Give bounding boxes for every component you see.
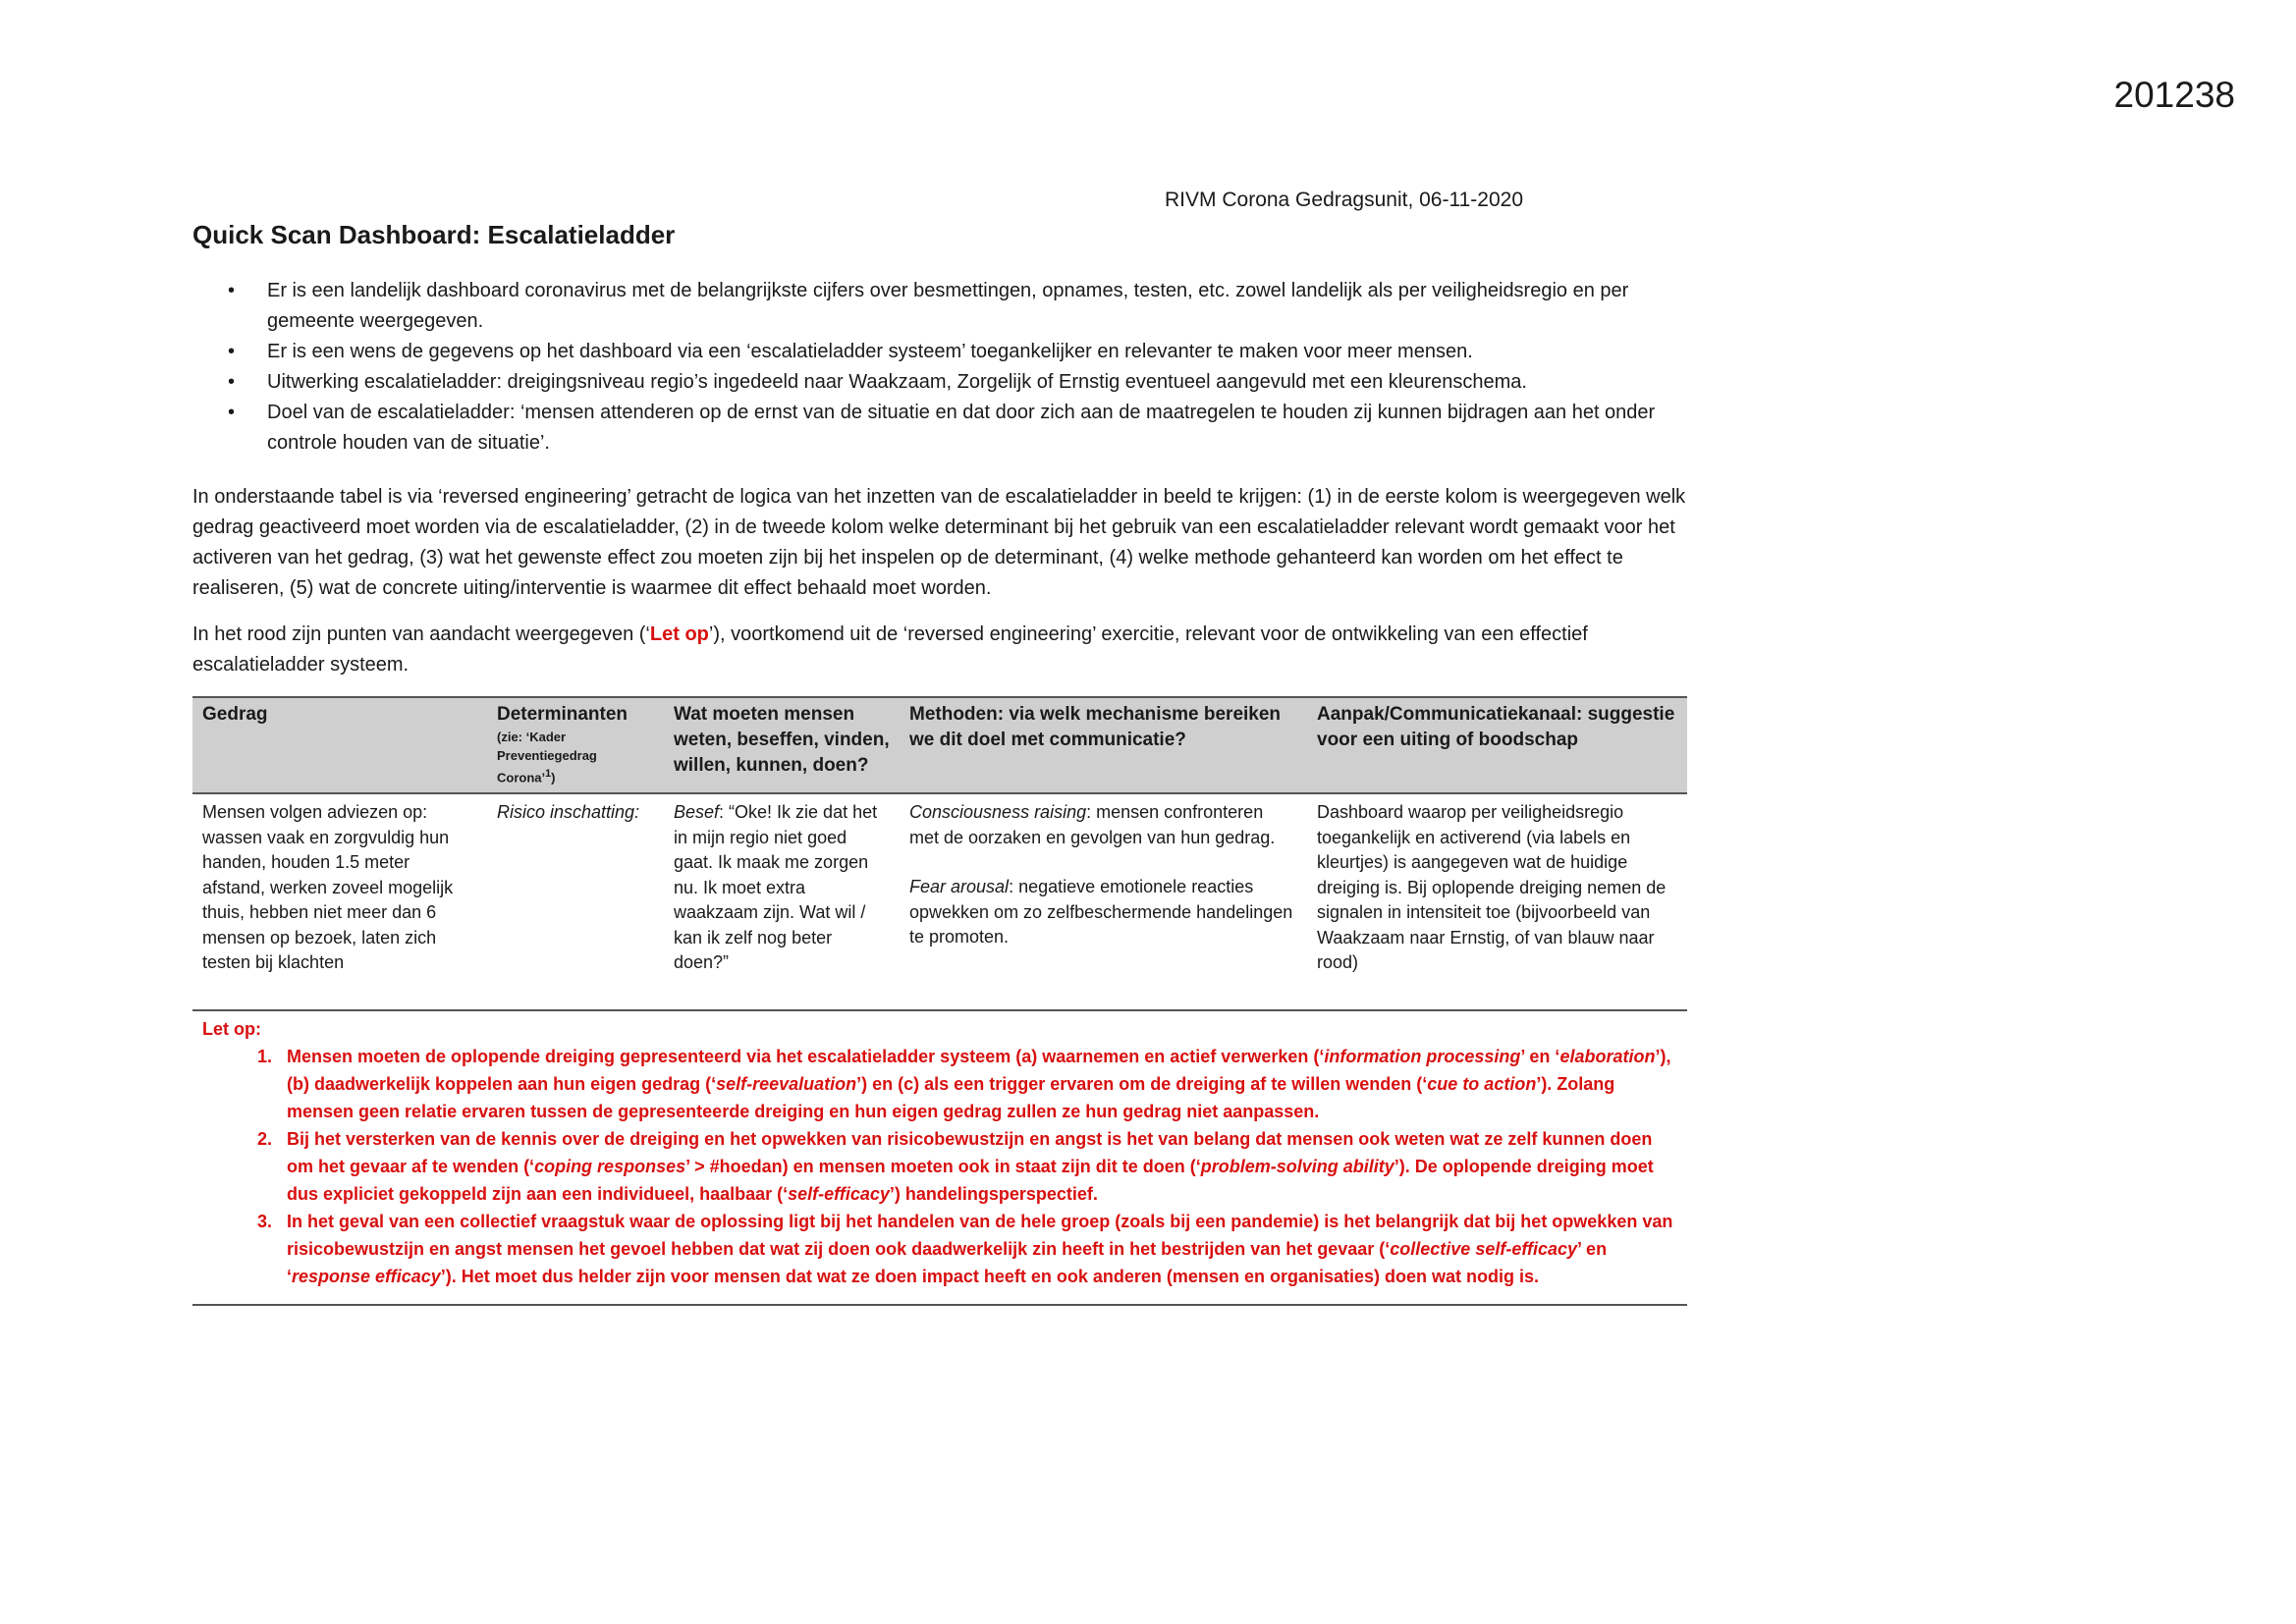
footnote-marker: 1 <box>545 768 552 780</box>
let-op-label: Let op: <box>202 1018 261 1039</box>
method-fear-label: Fear arousal <box>909 877 1010 897</box>
let-op-highlight: Let op <box>649 623 709 645</box>
header-wat-moeten: Wat moeten mensen weten, beseffen, vinden, willen, kunnen, doen? <box>674 704 890 776</box>
document-title: Quick Scan Dashboard: Escalatieladder <box>192 220 676 249</box>
let-op-text: ’ en ‘ <box>287 1238 1608 1286</box>
let-op-item <box>277 1125 1677 1208</box>
let-op-term: coping responses <box>534 1156 686 1176</box>
table-row <box>192 793 1687 1010</box>
attention-paragraph <box>192 620 1687 680</box>
escalation-table <box>192 696 1687 1011</box>
let-op-list <box>202 1043 1677 1290</box>
header-aanpak: Aanpak/Communicatiekanaal: suggestie voor een uiting of boodschap <box>1317 704 1675 750</box>
method-consciousness-label: Consciousness raising <box>909 802 1087 823</box>
let-op-text: ’), (b) daadwerkelijk koppelen aan hun eigen gedrag (‘ <box>287 1046 1671 1094</box>
table-header-row <box>192 697 1687 793</box>
let-op-text: ’). De oplopende dreiging moet dus expliciet gekoppeld zijn aan een individueel, haalbaar (‘ <box>287 1156 1654 1204</box>
author-date-line: RIVM Corona Gedragsunit, 06-11-2020 <box>1165 189 1523 211</box>
let-op-text: ’). Het moet dus helder zijn voor mensen dat wat ze doen impact heeft en ook anderen (mensen en organisaties) doen wat nodig is. <box>440 1266 1539 1286</box>
cell-besef <box>664 793 900 1010</box>
header-determinanten <box>487 697 664 793</box>
let-op-term: self-reevaluation <box>716 1073 857 1094</box>
besef-label: Besef <box>674 802 720 823</box>
header-gedrag: Gedrag <box>202 704 268 725</box>
cell-methoden <box>900 793 1307 1010</box>
cell-aanpak: Dashboard waarop per veiligheidsregio toegankelijk en activerend (via labels en kleurtjes) is aangegeven wat de huidige dreiging is. Bij oplopende dreiging nemen de signalen in intensiteit toe (bijvoorbeeld van Waakzaam naar Ernstig, of van blauw naar rood) <box>1317 802 1667 973</box>
attention-text-after: ’), voortkomend uit de ‘reversed engineering’ exercitie, relevant voor de ontwikkeling van een effectief escalatieladder systeem. <box>192 623 1588 676</box>
let-op-term: cue to action <box>1427 1073 1537 1094</box>
let-op-text: ’) en (c) als een trigger ervaren om de dreiging af te willen wenden (‘ <box>856 1073 1428 1094</box>
document-page <box>192 189 1687 1306</box>
let-op-term: problem-solving ability <box>1200 1156 1394 1176</box>
let-op-term: self-efficacy <box>788 1183 890 1204</box>
bullet-item: • Uitwerking escalatieladder: dreigingsniveau regio’s ingedeeld naar Waakzaam, Zorgelijk of Ernstig eventueel aangevuld met een kleurenschema. <box>192 367 1687 398</box>
cell-determinant: Risico inschatting: <box>497 802 640 823</box>
header-methoden: Methoden: via welk mechanisme bereiken we dit doel met communicatie? <box>909 704 1282 750</box>
header-determinanten-note: (zie: ‘Kader Preventiegedrag Corona’$^1$) <box>497 730 597 785</box>
let-op-item <box>277 1208 1677 1290</box>
let-op-text: Mensen moeten de oplopende dreiging gepresenteerd via het escalatieladder systeem (a) waarnemen en actief verwerken (‘ <box>287 1046 1325 1066</box>
let-op-text: In het geval van een collectief vraagstuk waar de oplossing ligt bij het handelen van de hele groep (zoals bij een pandemie) is het belangrijk dat bij het opwekken van risicobewustzijn en angst mensen het gevoel hebben dat wat zij doen ook daadwerkelijk zin heeft in het bestrijden van het gevaar (‘ <box>287 1211 1673 1259</box>
let-op-term: elaboration <box>1559 1046 1656 1066</box>
let-op-text: ’) handelingsperspectief. <box>889 1183 1098 1204</box>
bullet-item: • Doel van de escalatieladder: ‘mensen attenderen op de ernst van de situatie en dat door zich aan de maatregelen te houden zij kunnen bijdragen aan het onder controle houden van de situatie’. <box>192 398 1687 459</box>
document-number: 201238 <box>2113 75 2235 115</box>
let-op-term: information processing <box>1324 1046 1521 1066</box>
method-fear-text: : negatieve emotionele reacties opwekken om zo zelfbeschermende handelingen te promoten. <box>909 877 1293 947</box>
header-determinanten-label: Determinanten <box>497 704 629 725</box>
let-op-text: ’). Zolang mensen geen relatie ervaren tussen de gepresenteerde dreiging en hun eigen gedrag zullen ze hun gedrag niet aanpassen. <box>287 1073 1615 1121</box>
intro-paragraph: In onderstaande tabel is via ‘reversed engineering’ getracht de logica van het inzetten van de escalatieladder in beeld te krijgen: (1) in de eerste kolom is weergegeven welk gedrag geactiveerd moet worden via de escalatieladder, (2) in de tweede kolom welke determinant bij het gebruik van een escalatieladder relevant wordt gemaakt voor het activeren van het gedrag, (3) wat het gewenste effect zou moeten zijn bij het inspelen op de determinant, (4) welke methode gehanteerd kan worden om het effect te realiseren, (5) wat de concrete uiting/interventie is waarmee dit effect behaald moet worden. <box>192 486 1686 599</box>
let-op-term: collective self-efficacy <box>1390 1238 1578 1259</box>
cell-gedrag: Mensen volgen adviezen op: wassen vaak en zorgvuldig hun handen, houden 1.5 meter afstand, werken zoveel mogelijk thuis, hebben niet meer dan 6 mensen op bezoek, laten zich testen bij klachten <box>202 802 454 973</box>
let-op-text: Bij het versterken van de kennis over de dreiging en het opwekken van risicobewustzijn en angst is het van belang dat mensen ook weten wat ze zelf kunnen doen om het gevaar af te wenden (‘ <box>287 1128 1653 1176</box>
bullet-list <box>192 276 1687 459</box>
let-op-text: ’ en ‘ <box>1520 1046 1560 1066</box>
method-consciousness-text: : mensen confronteren met de oorzaken en gevolgen van hun gedrag. <box>909 802 1276 847</box>
let-op-item <box>277 1043 1677 1125</box>
bullet-item: • Er is een wens de gegevens op het dashboard via een ‘escalatieladder systeem’ toegankelijker en relevanter te maken voor meer mensen. <box>192 337 1687 367</box>
let-op-term: response efficacy <box>292 1266 441 1286</box>
bullet-item: • Er is een landelijk dashboard coronavirus met de belangrijkste cijfers over besmettingen, opnames, testen, etc. zowel landelijk als per veiligheidsregio en per gemeente weergegeven. <box>192 276 1687 337</box>
let-op-text: ’ > #hoedan) en mensen moeten ook in staat zijn dit te doen (‘ <box>685 1156 1201 1176</box>
let-op-section <box>192 1011 1687 1306</box>
attention-text-before: In het rood zijn punten van aandacht weergegeven (‘ <box>192 623 650 645</box>
besef-text: : “Oke! Ik zie dat het in mijn regio niet goed gaat. Ik maak me zorgen nu. Ik moet extra waakzaam zijn. Wat wil / kan ik zelf nog beter doen?” <box>674 802 878 973</box>
